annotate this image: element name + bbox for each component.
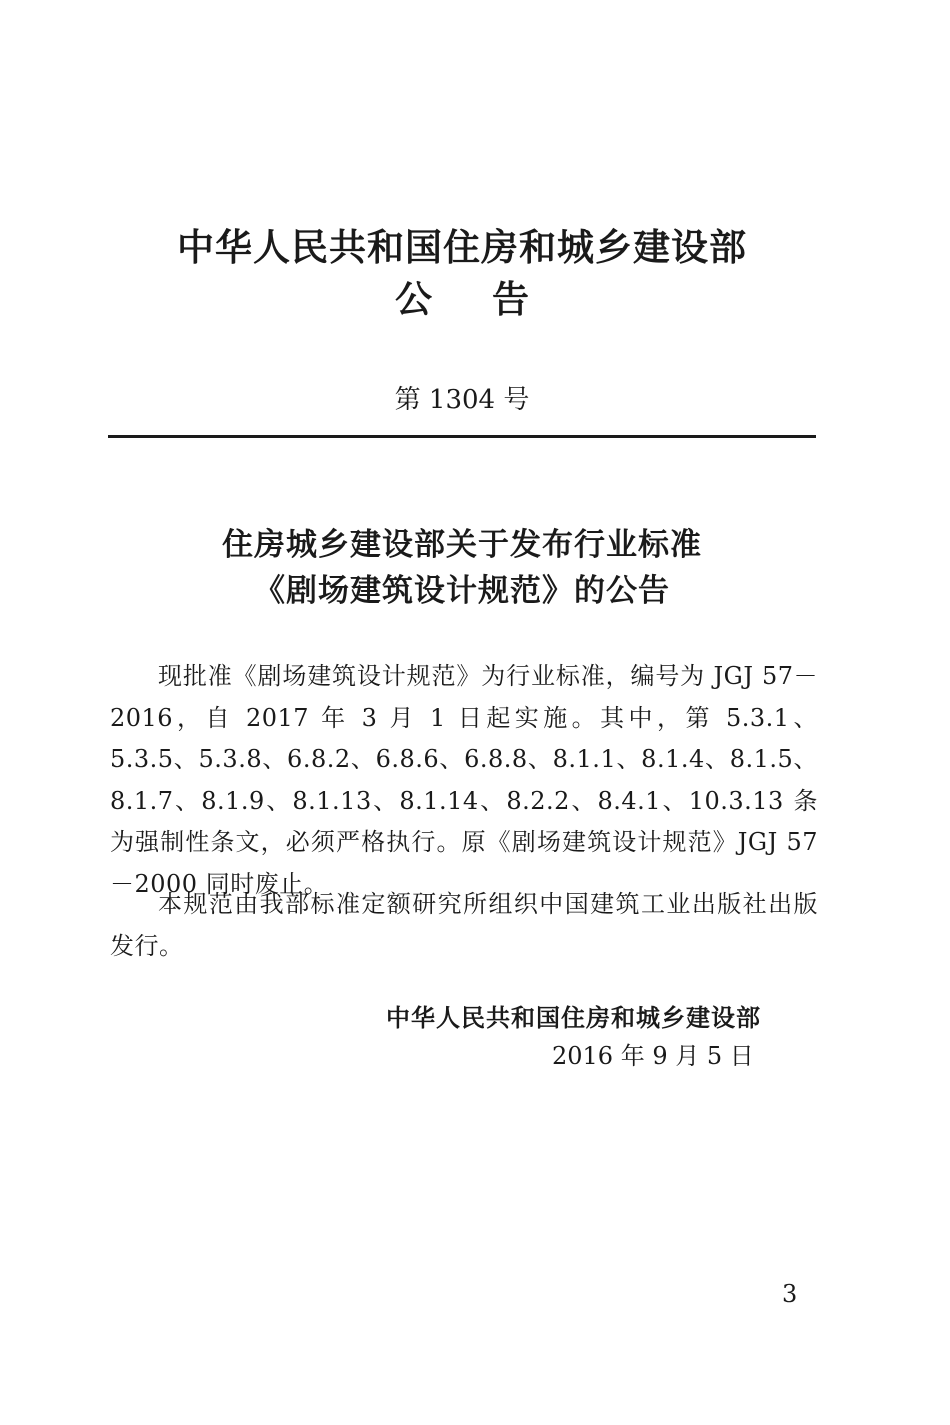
body-paragraph-approval: 现批准《剧场建筑设计规范》为行业标准，编号为 JGJ 57－2016，自 2017 年 3 月 1 日起实施。其中，第 5.3.1、5.3.5、5.3.8、6.8.2、6.8.6、6.8.8、8.1.1、8.1.4、8.1.5、8.1.7、8.1.9、8.1.13、8.1.14、8.2.2、8.4.1、10.3.13 条为强制性条文，必须严格执行。原《剧场建筑设计规范》JGJ 57－2000 同时废止。 [110,662,818,898]
header-divider [108,435,816,438]
signature-date: 2016 年 9 月 5 日 [552,1042,754,1070]
body-paragraph-publication: 本规范由我部标准定额研究所组织中国建筑工业出版社出版发行。 [110,890,818,960]
document-number: 第 1304 号 [394,385,530,415]
notice-label: 公告 [395,278,589,321]
page-number: 3 [782,1280,798,1308]
signature-issuer: 中华人民共和国住房和城乡建设部 [386,1004,761,1032]
issuer-title: 中华人民共和国住房和城乡建设部 [177,226,747,269]
announcement-headline-line1: 住房城乡建设部关于发布行业标准 [222,527,702,563]
announcement-headline-line2: 《剧场建筑设计规范》的公告 [254,573,670,609]
